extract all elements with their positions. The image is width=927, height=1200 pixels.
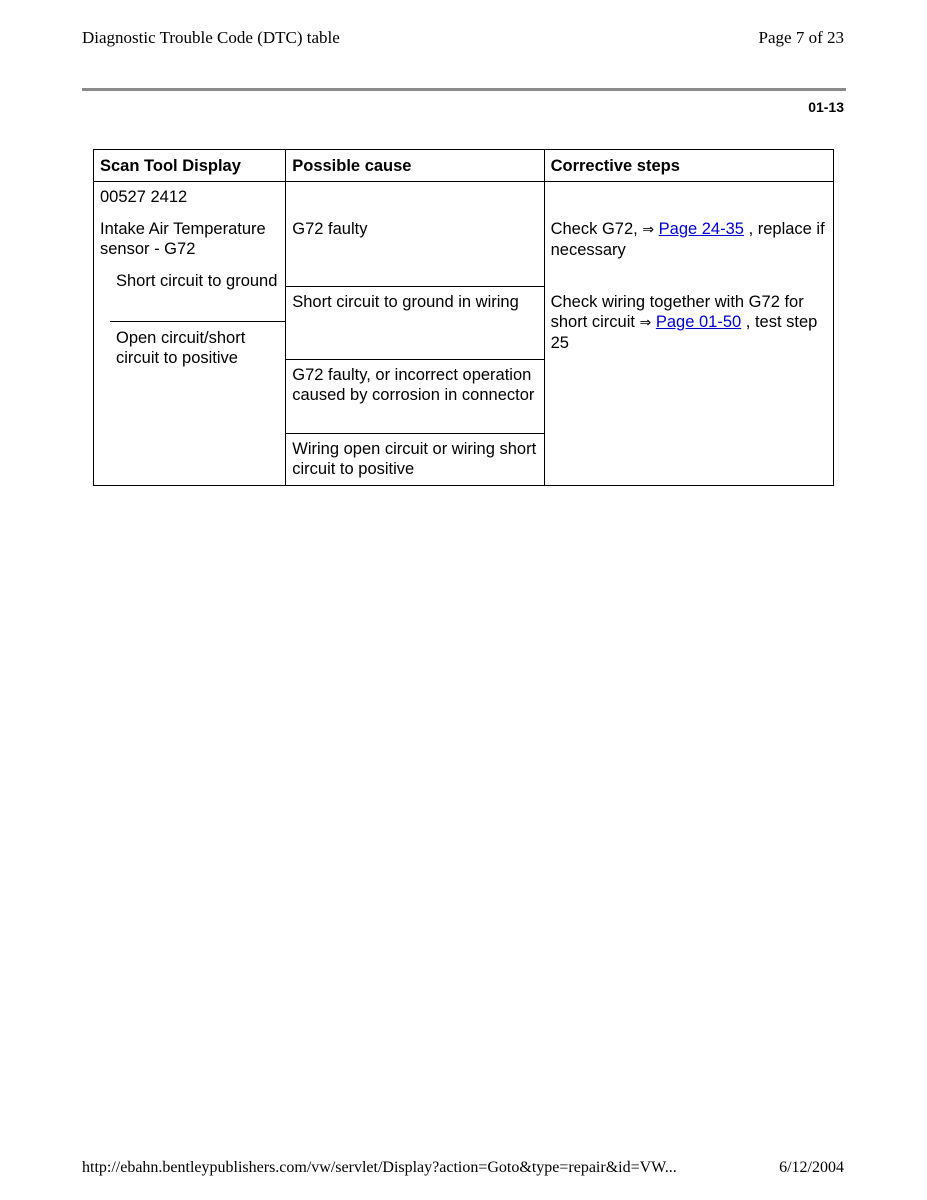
table-row [94, 182, 834, 287]
print-date: 6/12/2004 [779, 1159, 844, 1176]
step-1-prefix: Check G72, [550, 220, 638, 238]
step-2-prefix: Check wiring together with G72 for short circuit [550, 292, 804, 331]
cause-cell [286, 434, 544, 486]
arrow-right-icon: ⇒ [639, 314, 652, 331]
column-header-possible-cause: Possible cause [286, 150, 544, 182]
cause-cell [286, 360, 544, 434]
corrective-step-1 [551, 219, 827, 260]
column-header-corrective-steps: Corrective steps [544, 150, 833, 182]
corrective-cell [544, 182, 833, 287]
symptom-short-to-ground: Short circuit to ground [116, 272, 278, 290]
cause-text: Short circuit to ground in wiring [292, 293, 519, 311]
cause-text: Wiring open circuit or wiring short circuit to positive [292, 440, 537, 478]
step-2-suffix: , test step 25 [550, 312, 818, 352]
cause-text: G72 faulty, or incorrect operation caused by corrosion in connector [292, 366, 535, 404]
cause-cell [286, 287, 544, 360]
document-title: Diagnostic Trouble Code (DTC) table [82, 28, 340, 47]
section-number: 01-13 [808, 99, 844, 115]
column-header-scan-tool-display: Scan Tool Display [94, 150, 286, 182]
page-number: Page 7 of 23 [758, 28, 844, 47]
step-1-suffix: , replace if necessary [550, 220, 825, 259]
dtc-code: 00527 2412 [100, 188, 188, 206]
link-page-01-50[interactable]: Page 01-50 [655, 312, 742, 331]
component-name: Intake Air Temperature sensor - G72 [100, 220, 266, 258]
cause-text: G72 faulty [292, 220, 368, 238]
arrow-right-icon: ⇒ [642, 222, 655, 238]
corrective-step-2 [551, 292, 827, 353]
corrective-cell [544, 287, 833, 486]
header-divider [82, 88, 846, 91]
table-header-row [94, 150, 834, 182]
link-page-24-35[interactable]: Page 24-35 [658, 220, 744, 238]
symptom-open-short-positive: Open circuit/short circuit to positive [116, 329, 246, 367]
scan-tool-display-cell [94, 182, 286, 486]
dtc-table [93, 149, 834, 486]
source-url: http://ebahn.bentleypublishers.com/vw/servlet/Display?action=Goto&type=repair&id=VW... [82, 1159, 677, 1176]
cause-cell [286, 182, 544, 287]
